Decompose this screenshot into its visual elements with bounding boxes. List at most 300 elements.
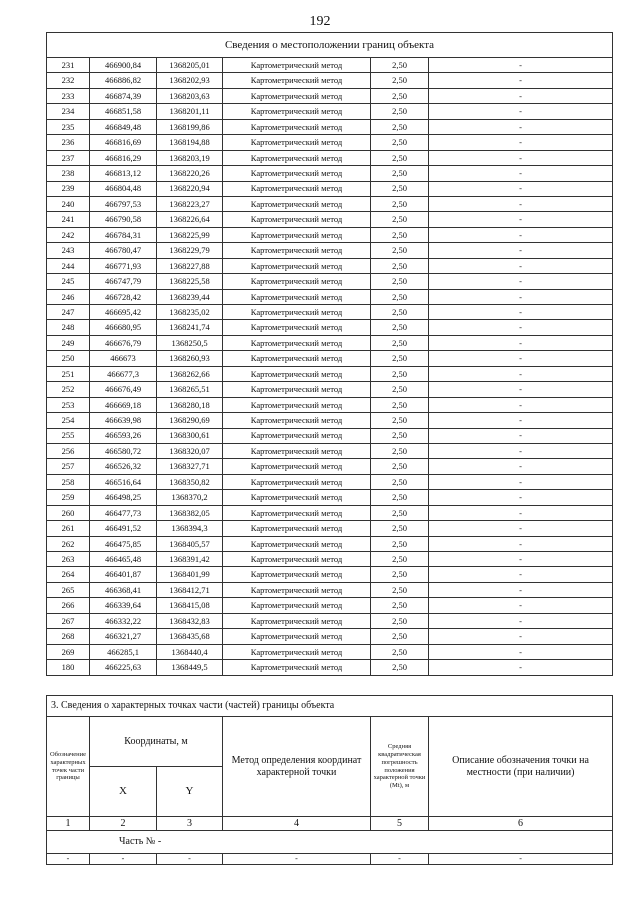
section-title: Сведения о местоположении границ объекта [47,33,613,58]
method-cell: Картометрический метод [223,166,371,181]
point-number-cell: 239 [47,181,90,196]
method-cell: Картометрический метод [223,536,371,551]
method-cell: Картометрический метод [223,196,371,211]
table-row [47,135,613,150]
description-cell: - [429,289,613,304]
header-y: Y [157,767,223,817]
mt-cell: 2,50 [371,135,429,150]
mt-cell: 2,50 [371,351,429,366]
table-row [47,428,613,443]
method-cell: Картометрический метод [223,88,371,103]
method-cell: Картометрический метод [223,459,371,474]
table-row [47,104,613,119]
x-coord-cell: 466673 [90,351,157,366]
mt-cell: 2,50 [371,644,429,659]
y-coord-cell: 1368405,57 [157,536,223,551]
method-cell: Картометрический метод [223,552,371,567]
table-row [47,227,613,242]
point-number-cell: 238 [47,166,90,181]
point-number-cell: 235 [47,119,90,134]
description-cell: - [429,150,613,165]
mt-cell: 2,50 [371,629,429,644]
empty-cell: - [90,854,157,865]
method-cell: Картометрический метод [223,613,371,628]
point-number-cell: 248 [47,320,90,335]
table-row [47,58,613,73]
x-coord-cell: 466368,41 [90,582,157,597]
x-coord-cell: 466580,72 [90,443,157,458]
mt-cell: 2,50 [371,397,429,412]
x-coord-cell: 466516,64 [90,474,157,489]
y-coord-cell: 1368203,19 [157,150,223,165]
description-cell: - [429,320,613,335]
mt-cell: 2,50 [371,181,429,196]
x-coord-cell: 466339,64 [90,598,157,613]
y-coord-cell: 1368440,4 [157,644,223,659]
mt-cell: 2,50 [371,73,429,88]
x-coord-cell: 466491,52 [90,521,157,536]
point-number-cell: 263 [47,552,90,567]
point-number-cell: 234 [47,104,90,119]
point-number-cell: 246 [47,289,90,304]
y-coord-cell: 1368235,02 [157,305,223,320]
y-coord-cell: 1368205,01 [157,58,223,73]
table-row [47,505,613,520]
x-coord-cell: 466526,32 [90,459,157,474]
table-row [47,88,613,103]
point-number-cell: 254 [47,413,90,428]
point-number-cell: 259 [47,490,90,505]
method-cell: Картометрический метод [223,505,371,520]
header-mt: Средняя квадратическая погрешность положения характерной точки (Mt), м [371,717,429,817]
x-coord-cell: 466771,93 [90,258,157,273]
point-number-cell: 250 [47,351,90,366]
x-coord-cell: 466401,87 [90,567,157,582]
method-cell: Картометрический метод [223,243,371,258]
mt-cell: 2,50 [371,196,429,211]
method-cell: Картометрический метод [223,289,371,304]
description-cell: - [429,613,613,628]
y-coord-cell: 1368203,63 [157,88,223,103]
part-points-table [46,695,613,865]
y-coord-cell: 1368382,05 [157,505,223,520]
empty-cell: - [157,854,223,865]
mt-cell: 2,50 [371,582,429,597]
table-row [47,567,613,582]
y-coord-cell: 1368199,86 [157,119,223,134]
description-cell: - [429,428,613,443]
header-designation: Обозначение характерных точек части границы [47,717,90,817]
point-number-cell: 262 [47,536,90,551]
y-coord-cell: 1368201,11 [157,104,223,119]
page-number: 192 [309,14,331,29]
method-cell: Картометрический метод [223,598,371,613]
y-coord-cell: 1368370,2 [157,490,223,505]
point-number-cell: 244 [47,258,90,273]
description-cell: - [429,521,613,536]
point-number-cell: 253 [47,397,90,412]
part-label: Часть № - [47,831,613,854]
method-cell: Картометрический метод [223,320,371,335]
table-row [47,552,613,567]
mt-cell: 2,50 [371,613,429,628]
empty-cell: - [371,854,429,865]
table-row [47,443,613,458]
point-number-cell: 256 [47,443,90,458]
col-number: 3 [157,817,223,831]
method-cell: Картометрический метод [223,58,371,73]
table-row [47,613,613,628]
method-cell: Картометрический метод [223,660,371,675]
table-row [47,196,613,211]
description-cell: - [429,135,613,150]
mt-cell: 2,50 [371,382,429,397]
y-coord-cell: 1368320,07 [157,443,223,458]
mt-cell: 2,50 [371,258,429,273]
mt-cell: 2,50 [371,443,429,458]
table-row [47,474,613,489]
method-cell: Картометрический метод [223,181,371,196]
y-coord-cell: 1368194,88 [157,135,223,150]
mt-cell: 2,50 [371,212,429,227]
method-cell: Картометрический метод [223,428,371,443]
point-number-cell: 255 [47,428,90,443]
description-cell: - [429,181,613,196]
col-number: 6 [429,817,613,831]
y-coord-cell: 1368432,83 [157,613,223,628]
mt-cell: 2,50 [371,490,429,505]
x-coord-cell: 466816,29 [90,150,157,165]
x-coord-cell: 466680,95 [90,320,157,335]
x-coord-cell: 466465,48 [90,552,157,567]
x-coord-cell: 466816,69 [90,135,157,150]
header-coords: Координаты, м [90,717,223,767]
description-cell: - [429,166,613,181]
description-cell: - [429,644,613,659]
x-coord-cell: 466695,42 [90,305,157,320]
table-row [47,166,613,181]
mt-cell: 2,50 [371,243,429,258]
mt-cell: 2,50 [371,150,429,165]
col-number: 2 [90,817,157,831]
point-number-cell: 264 [47,567,90,582]
x-coord-cell: 466747,79 [90,274,157,289]
y-coord-cell: 1368250,5 [157,335,223,350]
point-number-cell: 257 [47,459,90,474]
point-number-cell: 252 [47,382,90,397]
col-number: 4 [223,817,371,831]
table-row [47,660,613,675]
point-number-cell: 236 [47,135,90,150]
table-row [47,150,613,165]
method-cell: Картометрический метод [223,582,371,597]
method-cell: Картометрический метод [223,150,371,165]
description-cell: - [429,582,613,597]
description-cell: - [429,58,613,73]
x-coord-cell: 466804,48 [90,181,157,196]
point-number-cell: 243 [47,243,90,258]
point-number-cell: 260 [47,505,90,520]
y-coord-cell: 1368223,27 [157,196,223,211]
table-row [47,73,613,88]
description-cell: - [429,474,613,489]
mt-cell: 2,50 [371,474,429,489]
empty-cell: - [47,854,90,865]
method-cell: Картометрический метод [223,119,371,134]
description-cell: - [429,505,613,520]
method-cell: Картометрический метод [223,397,371,412]
description-cell: - [429,351,613,366]
x-coord-cell: 466790,58 [90,212,157,227]
col-number: 1 [47,817,90,831]
mt-cell: 2,50 [371,274,429,289]
y-coord-cell: 1368225,99 [157,227,223,242]
table-row [47,397,613,412]
y-coord-cell: 1368415,08 [157,598,223,613]
mt-cell: 2,50 [371,119,429,134]
mt-cell: 2,50 [371,521,429,536]
table-row [47,305,613,320]
mt-cell: 2,50 [371,227,429,242]
point-number-cell: 269 [47,644,90,659]
x-coord-cell: 466728,42 [90,289,157,304]
point-number-cell: 268 [47,629,90,644]
table-row [47,289,613,304]
point-number-cell: 265 [47,582,90,597]
y-coord-cell: 1368327,71 [157,459,223,474]
x-coord-cell: 466225,63 [90,660,157,675]
x-coord-cell: 466639,98 [90,413,157,428]
mt-cell: 2,50 [371,289,429,304]
y-coord-cell: 1368394,3 [157,521,223,536]
x-coord-cell: 466475,85 [90,536,157,551]
description-cell: - [429,104,613,119]
description-cell: - [429,274,613,289]
x-coord-cell: 466669,18 [90,397,157,412]
point-number-cell: 245 [47,274,90,289]
table-row [47,521,613,536]
description-cell: - [429,196,613,211]
x-coord-cell: 466676,79 [90,335,157,350]
y-coord-cell: 1368350,82 [157,474,223,489]
method-cell: Картометрический метод [223,366,371,381]
section3-title: 3. Сведения о характерных точках части (частей) границы объекта [47,696,613,717]
x-coord-cell: 466851,58 [90,104,157,119]
description-cell: - [429,660,613,675]
description-cell: - [429,212,613,227]
table-row [47,459,613,474]
method-cell: Картометрический метод [223,227,371,242]
x-coord-cell: 466849,48 [90,119,157,134]
description-cell: - [429,88,613,103]
table-row [47,119,613,134]
mt-cell: 2,50 [371,166,429,181]
method-cell: Картометрический метод [223,305,371,320]
x-coord-cell: 466593,26 [90,428,157,443]
mt-cell: 2,50 [371,320,429,335]
table-row [47,243,613,258]
table-row [47,212,613,227]
point-number-cell: 237 [47,150,90,165]
header-desc: Описание обозначения точки на местности (при наличии) [429,717,613,817]
y-coord-cell: 1368280,18 [157,397,223,412]
description-cell: - [429,243,613,258]
x-coord-cell: 466477,73 [90,505,157,520]
mt-cell: 2,50 [371,413,429,428]
description-cell: - [429,366,613,381]
description-cell: - [429,490,613,505]
table-row [47,335,613,350]
table-row [47,413,613,428]
x-coord-cell: 466321,27 [90,629,157,644]
mt-cell: 2,50 [371,536,429,551]
col-number: 5 [371,817,429,831]
y-coord-cell: 1368265,51 [157,382,223,397]
description-cell: - [429,536,613,551]
table-row [47,536,613,551]
point-number-cell: 261 [47,521,90,536]
method-cell: Картометрический метод [223,351,371,366]
mt-cell: 2,50 [371,335,429,350]
description-cell: - [429,227,613,242]
method-cell: Картометрический метод [223,258,371,273]
mt-cell: 2,50 [371,505,429,520]
y-coord-cell: 1368225,58 [157,274,223,289]
description-cell: - [429,443,613,458]
y-coord-cell: 1368401,99 [157,567,223,582]
mt-cell: 2,50 [371,428,429,443]
description-cell: - [429,73,613,88]
method-cell: Картометрический метод [223,274,371,289]
description-cell: - [429,119,613,134]
y-coord-cell: 1368239,44 [157,289,223,304]
mt-cell: 2,50 [371,567,429,582]
point-number-cell: 251 [47,366,90,381]
mt-cell: 2,50 [371,660,429,675]
table-row [47,181,613,196]
table-row [47,351,613,366]
y-coord-cell: 1368220,26 [157,166,223,181]
x-coord-cell: 466780,47 [90,243,157,258]
description-cell: - [429,413,613,428]
y-coord-cell: 1368260,93 [157,351,223,366]
mt-cell: 2,50 [371,459,429,474]
method-cell: Картометрический метод [223,443,371,458]
y-coord-cell: 1368391,42 [157,552,223,567]
description-cell: - [429,305,613,320]
x-coord-cell: 466886,82 [90,73,157,88]
y-coord-cell: 1368220,94 [157,181,223,196]
table-row [47,582,613,597]
description-cell: - [429,459,613,474]
table-row [47,598,613,613]
table-row [47,258,613,273]
method-cell: Картометрический метод [223,212,371,227]
table-row [47,382,613,397]
method-cell: Картометрический метод [223,335,371,350]
method-cell: Картометрический метод [223,104,371,119]
x-coord-cell: 466797,53 [90,196,157,211]
y-coord-cell: 1368435,68 [157,629,223,644]
y-coord-cell: 1368202,93 [157,73,223,88]
x-coord-cell: 466784,31 [90,227,157,242]
x-coord-cell: 466332,22 [90,613,157,628]
point-number-cell: 267 [47,613,90,628]
description-cell: - [429,552,613,567]
point-number-cell: 233 [47,88,90,103]
table-row [47,274,613,289]
point-number-cell: 180 [47,660,90,675]
mt-cell: 2,50 [371,598,429,613]
x-coord-cell: 466900,84 [90,58,157,73]
method-cell: Картометрический метод [223,73,371,88]
point-number-cell: 258 [47,474,90,489]
method-cell: Картометрический метод [223,644,371,659]
point-number-cell: 240 [47,196,90,211]
boundary-points-table [46,32,613,676]
y-coord-cell: 1368300,61 [157,428,223,443]
description-cell: - [429,382,613,397]
point-number-cell: 241 [47,212,90,227]
y-coord-cell: 1368262,66 [157,366,223,381]
point-number-cell: 232 [47,73,90,88]
x-coord-cell: 466498,25 [90,490,157,505]
mt-cell: 2,50 [371,305,429,320]
table-row [47,366,613,381]
method-cell: Картометрический метод [223,490,371,505]
description-cell: - [429,397,613,412]
y-coord-cell: 1368412,71 [157,582,223,597]
header-method: Метод определения координат характерной точки [223,717,371,817]
table-row [47,629,613,644]
description-cell: - [429,335,613,350]
method-cell: Картометрический метод [223,521,371,536]
empty-cell: - [429,854,613,865]
point-number-cell: 266 [47,598,90,613]
method-cell: Картометрический метод [223,629,371,644]
y-coord-cell: 1368290,69 [157,413,223,428]
mt-cell: 2,50 [371,58,429,73]
x-coord-cell: 466676,49 [90,382,157,397]
method-cell: Картометрический метод [223,567,371,582]
y-coord-cell: 1368227,88 [157,258,223,273]
description-cell: - [429,629,613,644]
point-number-cell: 231 [47,58,90,73]
method-cell: Картометрический метод [223,382,371,397]
x-coord-cell: 466874,39 [90,88,157,103]
mt-cell: 2,50 [371,552,429,567]
x-coord-cell: 466813,12 [90,166,157,181]
description-cell: - [429,567,613,582]
y-coord-cell: 1368241,74 [157,320,223,335]
empty-cell: - [223,854,371,865]
method-cell: Картометрический метод [223,413,371,428]
point-number-cell: 247 [47,305,90,320]
mt-cell: 2,50 [371,366,429,381]
mt-cell: 2,50 [371,88,429,103]
x-coord-cell: 466285,1 [90,644,157,659]
description-cell: - [429,258,613,273]
point-number-cell: 249 [47,335,90,350]
x-coord-cell: 466677,3 [90,366,157,381]
y-coord-cell: 1368226,64 [157,212,223,227]
table-row [47,490,613,505]
method-cell: Картометрический метод [223,135,371,150]
header-x: X [90,767,157,817]
mt-cell: 2,50 [371,104,429,119]
y-coord-cell: 1368449,5 [157,660,223,675]
description-cell: - [429,598,613,613]
